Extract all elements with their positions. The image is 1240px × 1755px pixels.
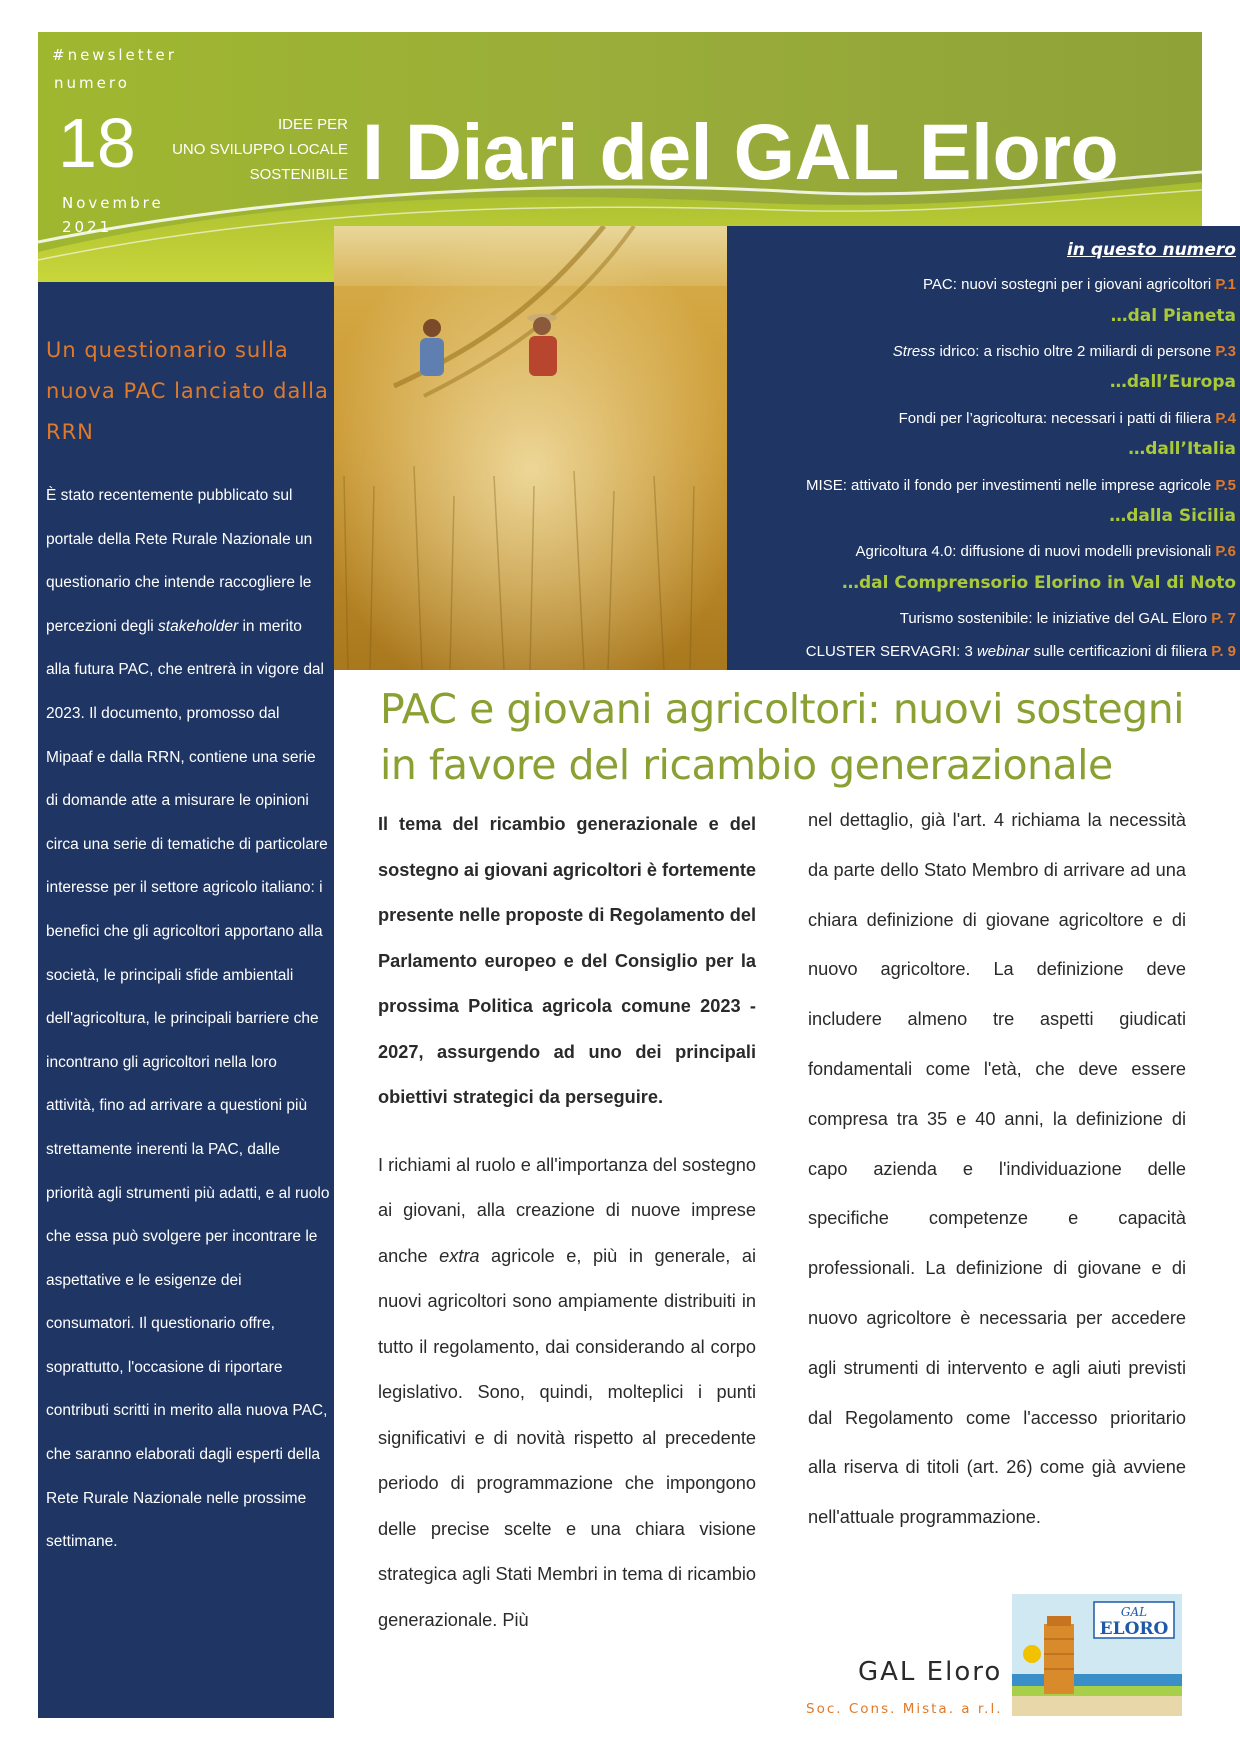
sidebar-text-part: È stato recentemente pubblicato sul portale della Rete Rurale Nazionale un questionario che intende raccogliere le percezioni degli [46,487,313,635]
wheat-field-illustration [334,226,727,670]
toc-item[interactable]: MISE: attivato il fondo per investimenti nelle imprese agricole P.5 [806,477,1236,494]
signature-name: GAL Eloro [858,1657,1003,1687]
toc-section: …dal Pianeta [1110,306,1236,326]
sidebar-title: Un questionario sulla nuova PAC lanciato dalla RRN [46,338,329,444]
toc-page: P.1 [1215,276,1236,293]
gal-eloro-logo [1012,1594,1182,1716]
logo-text: ELORO [1099,1619,1169,1639]
numero-label: numero [54,74,130,92]
article-title: PAC e giovani agricoltori: nuovi sostegni in favore del ricambio generazionale [380,685,1185,789]
logo-text-top: GAL [1120,1605,1148,1619]
newsletter-label: #newsletter [52,46,177,64]
toc-section: …dal Comprensorio Elorino in Val di Noto [842,573,1236,593]
farmer-figure [420,319,444,376]
toc-page: P.3 [1215,343,1236,360]
signature-org: Soc. Cons. Mista. a r.l. [806,1701,1003,1717]
toc-page: P. 9 [1211,643,1236,660]
article-column-left [378,802,756,1643]
tagline-line: IDEE PER [277,116,348,133]
toc-item[interactable]: Stress idrico: a rischio oltre 2 miliardi di persone P.3 [892,343,1236,360]
article-italic: extra [439,1245,480,1266]
issue-month: Novembre [62,194,164,212]
toc-item[interactable]: CLUSTER SERVAGRI: 3 webinar sulle certificazioni di filiera P. 9 [805,643,1236,660]
toc-page: P.4 [1215,410,1236,427]
tagline-line: UNO SVILUPPO LOCALE [172,141,348,158]
issue-year: 2021 [62,218,113,236]
toc-page: P.6 [1215,543,1236,560]
toc-page: P.5 [1215,477,1236,494]
toc-title: in questo numero [1066,240,1236,260]
wheat-field-photo [334,226,727,670]
table-of-contents [727,226,1240,670]
sidebar-text-italic: stakeholder [158,617,239,635]
sidebar-text-part: in merito alla futura PAC, che entrerà in vigore dal 2023. Il documento, promosso dal Mipaaf e dalla RRN, contiene una serie di domande atte a misurare le opinioni circa una serie di tematiche di particolare interesse per il settore agricolo italiano: i benefici che gli agricoltori apportano alla società, le principali sfide ambientali dell'agricoltura, le principali barriere che incontrano gli agricoltori nella loro attività, fino ad arrivare a questioni più strettamente inerenti la PAC, dalle priorità agli strumenti più adatti, e al ruolo che essa può svolgere per incontrare le aspettative e le esigenze dei consumatori. Il questionario offre, soprattutto, l'occasione di riportare contributi scritti in merito alla nuova PAC, che saranno elaborati dagli esperti della Rete Rurale Nazionale nelle prossime settimane. [46,617,330,1551]
logo-icon [1012,1594,1182,1716]
toc-section: …dall’Europa [1109,372,1236,392]
toc-section: …dalla Sicilia [1109,506,1236,526]
article-lead: Il tema del ricambio generazionale e del sostegno ai giovani agricoltori è fortemente presente nelle proposte di Regolamento del Parlamento europeo e del Consiglio per la prossima Politica agricola comune 2023 - 2027, assurgendo ad uno dei principali obiettivi strategici da perseguire. [378,814,756,1107]
toc-item[interactable]: PAC: nuovi sostegni per i giovani agricoltori P.1 [923,276,1236,293]
sidebar-text [46,474,330,1564]
article-column-right [808,796,1186,1543]
issue-number: 18 [58,104,136,182]
toc-item[interactable]: Agricoltura 4.0: diffusione di nuovi modelli previsionali P.6 [855,543,1236,560]
tagline [160,112,348,187]
toc-item[interactable]: Turismo sostenibile: le iniziative del GAL Eloro P. 7 [899,610,1236,627]
newsletter-title: I Diari del GAL Eloro [362,107,1119,196]
tagline-line: SOSTENIBILE [249,166,348,183]
toc-item[interactable]: Fondi per l’agricoltura: necessari i patti di filiera P.4 [898,410,1236,427]
toc-section: …dall’Italia [1128,439,1236,459]
article-paragraph: I richiami al ruolo e all'importanza del sostegno ai giovani, alla creazione di nuove imprese anche extra agricole e, più in generale, ai nuovi agricoltori sono ampiamente distribuiti in tutto il regolamento, dai considerando al corpo legislativo. Sono, quindi, molteplici i punti significativi e di novità rispetto al precedente periodo di programmazione che impongono delle precise scelte e una chiara visione strategica agli Stati Membri in tema di ricambio generazionale. Più [378,1154,756,1630]
article-paragraph: nel dettaglio, già l'art. 4 richiama la necessità da parte dello Stato Membro di arrivare ad una chiara definizione di giovane agricoltore e di nuovo agricoltore. La definizione deve includere almeno tre aspetti giudicati fondamentali come l'età, che deve essere compresa tra 35 e 40 anni, la definizione di capo azienda e l'individuazione delle specifiche competenze e capacità professionali. La definizione di giovane e di nuovo agricoltore è necessaria per accedere agli strumenti di intervento e agli aiuti previsti dal Regolamento come l'accesso prioritario alla riserva di titoli (art. 26) come già avviene nell'attuale programmazione. [808,810,1186,1528]
toc-page: P. 7 [1211,610,1236,627]
